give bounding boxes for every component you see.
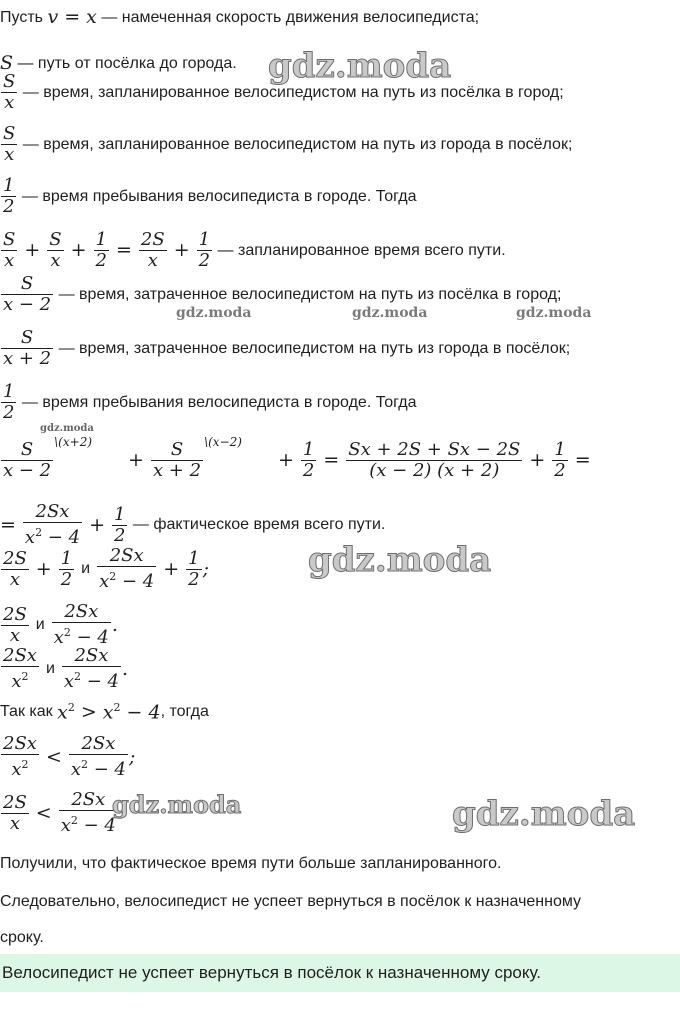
fraction-s-over-x: $\frac{S}{x}$ — [3, 123, 16, 165]
line-compare-fractions-2: $\frac{2Sx}{x^2}$ и $\frac{2Sx}{x^2 - 4}$ . — [3, 645, 129, 692]
line-distance-definition: S — путь от посёлка до города. — [0, 52, 237, 74]
line-inequality-2: $\frac{2S}{x}$ < $\frac{2Sx}{x^2 - 4}$ — [3, 789, 116, 836]
answer-text: Велосипедист не успеет вернуться в посёлок к назначенному сроку. — [2, 963, 542, 982]
conclusion-line-1: Получили, что фактическое время пути больше запланированного. — [0, 855, 502, 872]
line-actual-total: = $\frac{2Sx}{x^2 - 4}$ + $\frac{1}{2}$ — фактическое время всего пути. — [0, 501, 386, 548]
line-actual-time-to-city: $\frac{S}{x - 2}$ — время, затраченное велосипедистом на путь из посёлка в город; — [3, 273, 562, 315]
line-stay-time: $\frac{1}{2}$ — время пребывания велосипедиста в городе. Тогда — [3, 175, 417, 217]
line-planned-time-to-village: $\frac{S}{x}$ — время, запланированное велосипедистом на путь из города в посёлок; — [3, 123, 573, 165]
line-since: Так как $x^2$ > $x^2 - 4$ , тогда — [0, 700, 209, 724]
watermark: gdz.moda — [268, 46, 452, 86]
watermark: gdz.moda — [308, 540, 492, 580]
watermark: gdz.moda — [452, 794, 636, 834]
line-planned-time-to-city: $\frac{S}{x}$ — время, запланированное велосипедистом на путь из посёлка в город; — [3, 71, 564, 113]
line-actual-time-to-village: $\frac{S}{x + 2}$ — время, затраченное велосипедистом на путь из города в посёлок; — [3, 327, 571, 369]
watermark: gdz.moda — [352, 305, 428, 321]
watermark: gdz.moda — [40, 423, 94, 434]
watermark: gdz.moda — [516, 305, 592, 321]
line-compare-totals: $\frac{2S}{x}$ + $\frac{1}{2}$ и $\frac{2Sx}{x^2 - 4}$ + $\frac{1}{2}$ ; — [3, 545, 210, 592]
answer-box — [0, 954, 680, 992]
fraction-one-half: $\frac{1}{2}$ — [3, 175, 15, 217]
line-stay-time-actual: $\frac{1}{2}$ — время пребывания велосипедиста в городе. Тогда — [3, 381, 417, 423]
line-actual-total-expression: $\frac{S}{x - 2}$ \(x+2) + $\frac{S}{x + 2}$ \(x−2) + $\frac{1}{2}$ = $\frac{Sx + 2S + Sx - 2S}{(x - 2) (x + 2)}$ + $\frac{1}{2}$ = — [3, 435, 591, 481]
watermark: gdz.moda — [176, 305, 252, 321]
line-planned-total: $\frac{S}{x}$ + $\frac{S}{x}$ + $\frac{1}{2}$ = $\frac{2S}{x}$ + $\frac{1}{2}$ — запланированное время всего пути. — [3, 229, 506, 271]
line-speed-definition: Пусть v = x — намеченная скорость движения велосипедиста; — [0, 6, 480, 28]
line-compare-fractions: $\frac{2S}{x}$ и $\frac{2Sx}{x^2 - 4}$ . — [3, 601, 118, 648]
watermark: gdz.moda — [112, 790, 242, 819]
fraction-s-over-x: $\frac{S}{x}$ — [3, 71, 16, 113]
line-inequality-1: $\frac{2Sx}{x^2}$ < $\frac{2Sx}{x^2 - 4}$ ; — [3, 733, 136, 780]
conclusion-line-3: сроку. — [0, 929, 44, 946]
conclusion-line-2: Следовательно, велосипедист не успеет вернуться в посёлок к назначенному — [0, 893, 582, 910]
